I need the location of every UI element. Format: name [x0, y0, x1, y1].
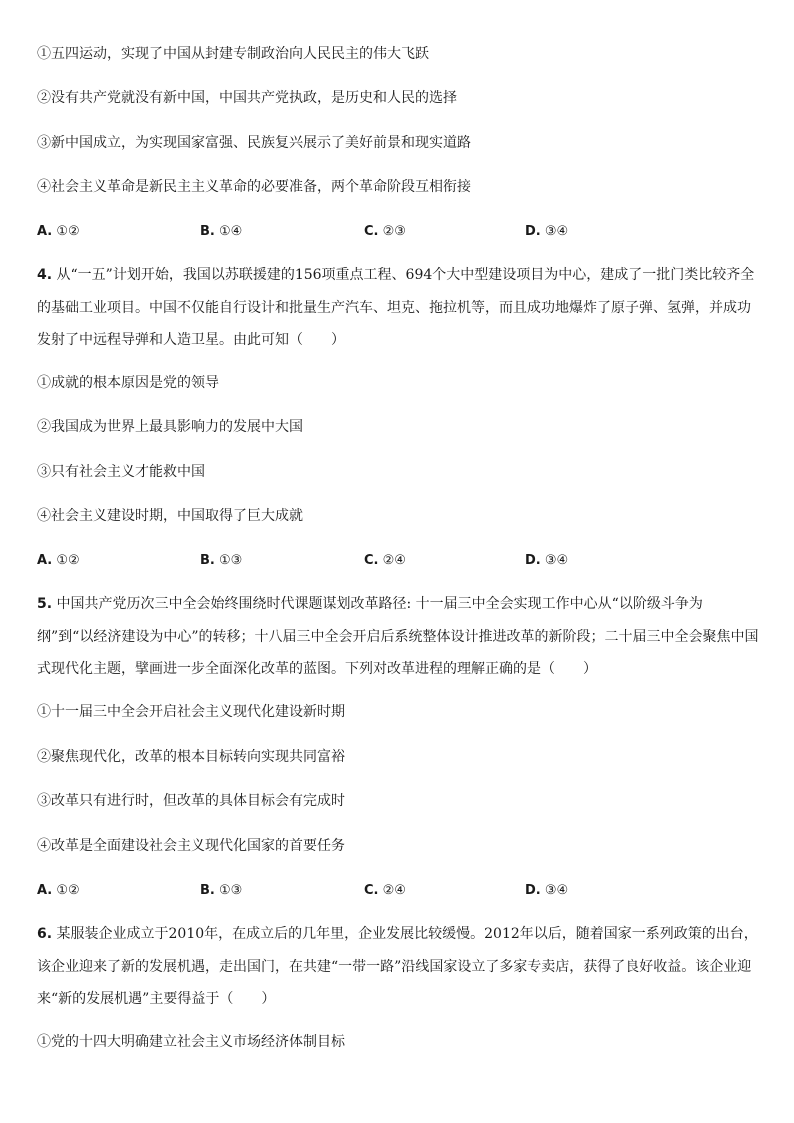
q6-item-1: ①党的十四大明确建立社会主义市场经济体制目标	[37, 1034, 345, 1050]
q5-stem	[37, 588, 759, 686]
q4-number: 4.	[37, 267, 53, 283]
q3-item-2: ②没有共产党就没有新中国，中国共产党执政，是历史和人民的选择	[37, 90, 457, 106]
q5-item-4: ④改革是全面建设社会主义现代化国家的首要任务	[37, 838, 345, 854]
q3-option-d[interactable]: D. ③④	[525, 224, 569, 239]
q4-item-4: ④社会主义建设时期，中国取得了巨大成就	[37, 508, 303, 524]
q4-option-b[interactable]: B. ①③	[200, 553, 243, 568]
q4-stem-text: 从“一五”计划开始，我国以苏联援建的156项重点工程、694个大中型建设项目为中心，建成了一批门类比较齐全的基础工业项目。中国不仅能自行设计和批量生产汽车、坦克、拖拉机等，而且成功地爆炸了原子弹、氢弹，并成功发射了中远程导弹和人造卫星。由此可知（ ）	[37, 267, 755, 348]
q4-stem	[37, 259, 759, 357]
q5-item-2: ②聚焦现代化，改革的根本目标转向实现共同富裕	[37, 749, 345, 765]
q5-options	[37, 882, 761, 900]
q5-number: 5.	[37, 596, 53, 612]
q3-option-a[interactable]: A. ①②	[37, 224, 80, 239]
q3-option-c[interactable]: C. ②③	[364, 224, 406, 239]
q4-item-3: ③只有社会主义才能救中国	[37, 464, 205, 480]
q5-option-b[interactable]: B. ①③	[200, 883, 243, 898]
q4-option-a[interactable]: A. ①②	[37, 553, 80, 568]
q5-item-1: ①十一届三中全会开启社会主义现代化建设新时期	[37, 704, 345, 720]
q5-option-c[interactable]: C. ②④	[364, 883, 406, 898]
q5-stem-text: 中国共产党历次三中全会始终围绕时代课题谋划改革路径: 十一届三中全会实现工作中心从“以阶级斗争为纲”到“以经济建设为中心”的转移；十八届三中全会开启后系统整体设计推进改革的新阶段；二十届三中全会聚焦中国式现代化主题，擘画进一步全面深化改革的蓝图。下列对改革进程的理解正确的是（ ）	[37, 596, 759, 677]
q4-item-1: ①成就的根本原因是党的领导	[37, 375, 219, 391]
q3-item-3: ③新中国成立，为实现国家富强、民族复兴展示了美好前景和现实道路	[37, 135, 471, 151]
q6-number: 6.	[37, 926, 53, 942]
q3-item-4: ④社会主义革命是新民主主义革命的必要准备，两个革命阶段互相衔接	[37, 179, 471, 195]
q3-options	[37, 223, 761, 241]
q4-options	[37, 552, 761, 570]
q4-option-d[interactable]: D. ③④	[525, 553, 569, 568]
q5-option-d[interactable]: D. ③④	[525, 883, 569, 898]
q4-option-c[interactable]: C. ②④	[364, 553, 406, 568]
q4-item-2: ②我国成为世界上最具影响力的发展中大国	[37, 419, 303, 435]
q6-stem	[37, 918, 759, 1016]
q3-item-1: ①五四运动，实现了中国从封建专制政治向人民民主的伟大飞跃	[37, 46, 429, 62]
q5-item-3: ③改革只有进行时，但改革的具体目标会有完成时	[37, 793, 345, 809]
q3-option-b[interactable]: B. ①④	[200, 224, 243, 239]
q5-option-a[interactable]: A. ①②	[37, 883, 80, 898]
q6-stem-text: 某服装企业成立于2010年，在成立后的几年里，企业发展比较缓慢。2012年以后，随着国家一系列政策的出台，该企业迎来了新的发展机遇，走出国门，在共建“一带一路”沿线国家设立了多家专卖店，获得了良好收益。该企业迎来“新的发展机遇”主要得益于（ ）	[37, 926, 758, 1007]
